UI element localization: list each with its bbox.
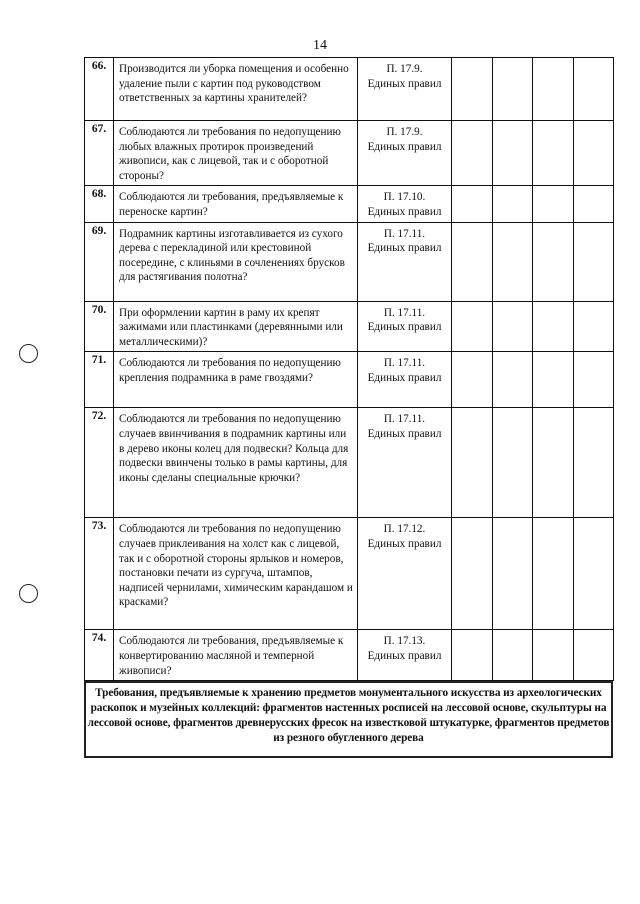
question-text: Соблюдаются ли требования по недопущению любых влажных протирок произведений живописи, как с лицевой, так и с оборотной стороны? bbox=[114, 121, 358, 186]
answer-cell bbox=[493, 121, 533, 186]
answer-cell bbox=[574, 222, 614, 301]
rule-reference bbox=[358, 121, 452, 186]
answer-cell bbox=[574, 121, 614, 186]
rule-reference bbox=[358, 58, 452, 121]
rule-document: Единых правил bbox=[367, 242, 442, 255]
rule-document: Единых правил bbox=[367, 140, 442, 153]
answer-cell bbox=[493, 58, 533, 121]
rule-document: Единых правил bbox=[367, 77, 442, 90]
answer-cell bbox=[493, 222, 533, 301]
rule-document: Единых правил bbox=[367, 321, 442, 334]
answer-cell bbox=[452, 301, 493, 352]
answer-cell bbox=[452, 518, 493, 630]
answer-cell bbox=[493, 352, 533, 408]
section-header-text: Требования, предъявляемые к хранению предметов монументального искусства из археологических раскопок и музейных коллекций: фрагментов настенных росписей на лессовой основе, скульптуры на лессовой основе, фрагментов древнерусских фресок на известковой штукатурке, фрагментов предметов из резного обугленного дерева bbox=[87, 687, 610, 744]
row-number: 71. bbox=[85, 352, 114, 408]
row-number: 68. bbox=[85, 186, 114, 222]
answer-cell bbox=[533, 352, 574, 408]
answer-cell bbox=[574, 630, 614, 681]
row-number: 73. bbox=[85, 518, 114, 630]
answer-cell bbox=[533, 222, 574, 301]
answer-cell bbox=[452, 121, 493, 186]
answer-cell bbox=[452, 630, 493, 681]
page-number: 14 bbox=[313, 38, 327, 53]
row-number: 74. bbox=[85, 630, 114, 681]
row-number: 66. bbox=[85, 58, 114, 121]
question-text: Соблюдаются ли требования по недопущению случаев приклеивания на холст как с лицевой, так и с оборотной стороны ярлыков и номеров, постановки печати из сургуча, штампов, надписей чернилами, химическим карандашом и красками? bbox=[114, 518, 358, 630]
row-number: 69. bbox=[85, 222, 114, 301]
binder-hole-icon bbox=[19, 584, 38, 603]
question-text: Соблюдаются ли требования по недопущению крепления подрамника в раме гвоздями? bbox=[114, 352, 358, 408]
answer-cell bbox=[533, 186, 574, 222]
question-text: Подрамник картины изготавливается из сухого дерева с перекладиной или крестовиной посередине, с клиньями в сочленениях брусков для растягивания полотна? bbox=[114, 222, 358, 301]
answer-cell bbox=[452, 58, 493, 121]
checklist-table bbox=[84, 57, 614, 681]
answer-cell bbox=[493, 408, 533, 518]
row-number: 70. bbox=[85, 301, 114, 352]
rule-point: П. 17.11. bbox=[383, 227, 426, 240]
question-text: Соблюдаются ли требования по недопущению случаев ввинчивания в подрамник картины или в дерево иконы колец для подвески? Кольца для подвески ввинчены только в рамы картины, для иконы сделаны специальные крючки? bbox=[114, 408, 358, 518]
rule-point: П. 17.9. bbox=[386, 63, 423, 75]
rule-point: П. 17.9. bbox=[386, 126, 423, 138]
question-text: При оформлении картин в раму их крепят зажимами или пластинками (деревянными или металлическими)? bbox=[114, 301, 358, 352]
question-text: Соблюдаются ли требования, предъявляемые к переноске картин? bbox=[114, 186, 358, 222]
rule-document: Единых правил bbox=[367, 537, 442, 550]
rule-point: П. 17.11. bbox=[383, 306, 426, 319]
rule-reference bbox=[358, 518, 452, 630]
answer-cell bbox=[493, 630, 533, 681]
answer-cell bbox=[452, 352, 493, 408]
answer-cell bbox=[452, 186, 493, 222]
table-row bbox=[85, 630, 614, 681]
answer-cell bbox=[574, 408, 614, 518]
rule-reference bbox=[358, 301, 452, 352]
answer-cell bbox=[493, 518, 533, 630]
row-number: 72. bbox=[85, 408, 114, 518]
answer-cell bbox=[533, 301, 574, 352]
answer-cell bbox=[452, 222, 493, 301]
rule-point: П. 17.11. bbox=[383, 413, 426, 426]
answer-cell bbox=[533, 408, 574, 518]
row-number: 67. bbox=[85, 121, 114, 186]
rule-reference bbox=[358, 222, 452, 301]
rule-reference bbox=[358, 408, 452, 518]
question-text: Соблюдаются ли требования, предъявляемые к конвертированию масляной и темперной живописи? bbox=[114, 630, 358, 681]
table-row bbox=[85, 518, 614, 630]
table-row bbox=[85, 58, 614, 121]
rule-point: П. 17.12. bbox=[383, 523, 426, 536]
table-row bbox=[85, 186, 614, 222]
rule-document: Единых правил bbox=[367, 205, 442, 218]
answer-cell bbox=[533, 518, 574, 630]
answer-cell bbox=[533, 630, 574, 681]
rule-document: Единых правил bbox=[367, 427, 442, 440]
answer-cell bbox=[452, 408, 493, 518]
table-row bbox=[85, 408, 614, 518]
rule-point: П. 17.11. bbox=[383, 357, 426, 370]
answer-cell bbox=[574, 352, 614, 408]
answer-cell bbox=[574, 518, 614, 630]
rule-reference bbox=[358, 630, 452, 681]
answer-cell bbox=[574, 58, 614, 121]
question-text: Производится ли уборка помещения и особенно удаление пыли с картин под руководством ответственных за картины хранителей? bbox=[114, 58, 358, 121]
answer-cell bbox=[533, 121, 574, 186]
table-row bbox=[85, 352, 614, 408]
answer-cell bbox=[493, 186, 533, 222]
answer-cell bbox=[574, 301, 614, 352]
table-row bbox=[85, 222, 614, 301]
answer-cell bbox=[533, 58, 574, 121]
answer-cell bbox=[574, 186, 614, 222]
rule-reference bbox=[358, 186, 452, 222]
answer-cell bbox=[493, 301, 533, 352]
rule-document: Единых правил bbox=[367, 371, 442, 384]
table-row bbox=[85, 121, 614, 186]
rule-point: П. 17.10. bbox=[383, 191, 426, 204]
binder-hole-icon bbox=[19, 344, 38, 363]
table-row bbox=[85, 301, 614, 352]
rule-point: П. 17.13. bbox=[383, 635, 426, 648]
rule-reference bbox=[358, 352, 452, 408]
rule-document: Единых правил bbox=[367, 649, 442, 662]
